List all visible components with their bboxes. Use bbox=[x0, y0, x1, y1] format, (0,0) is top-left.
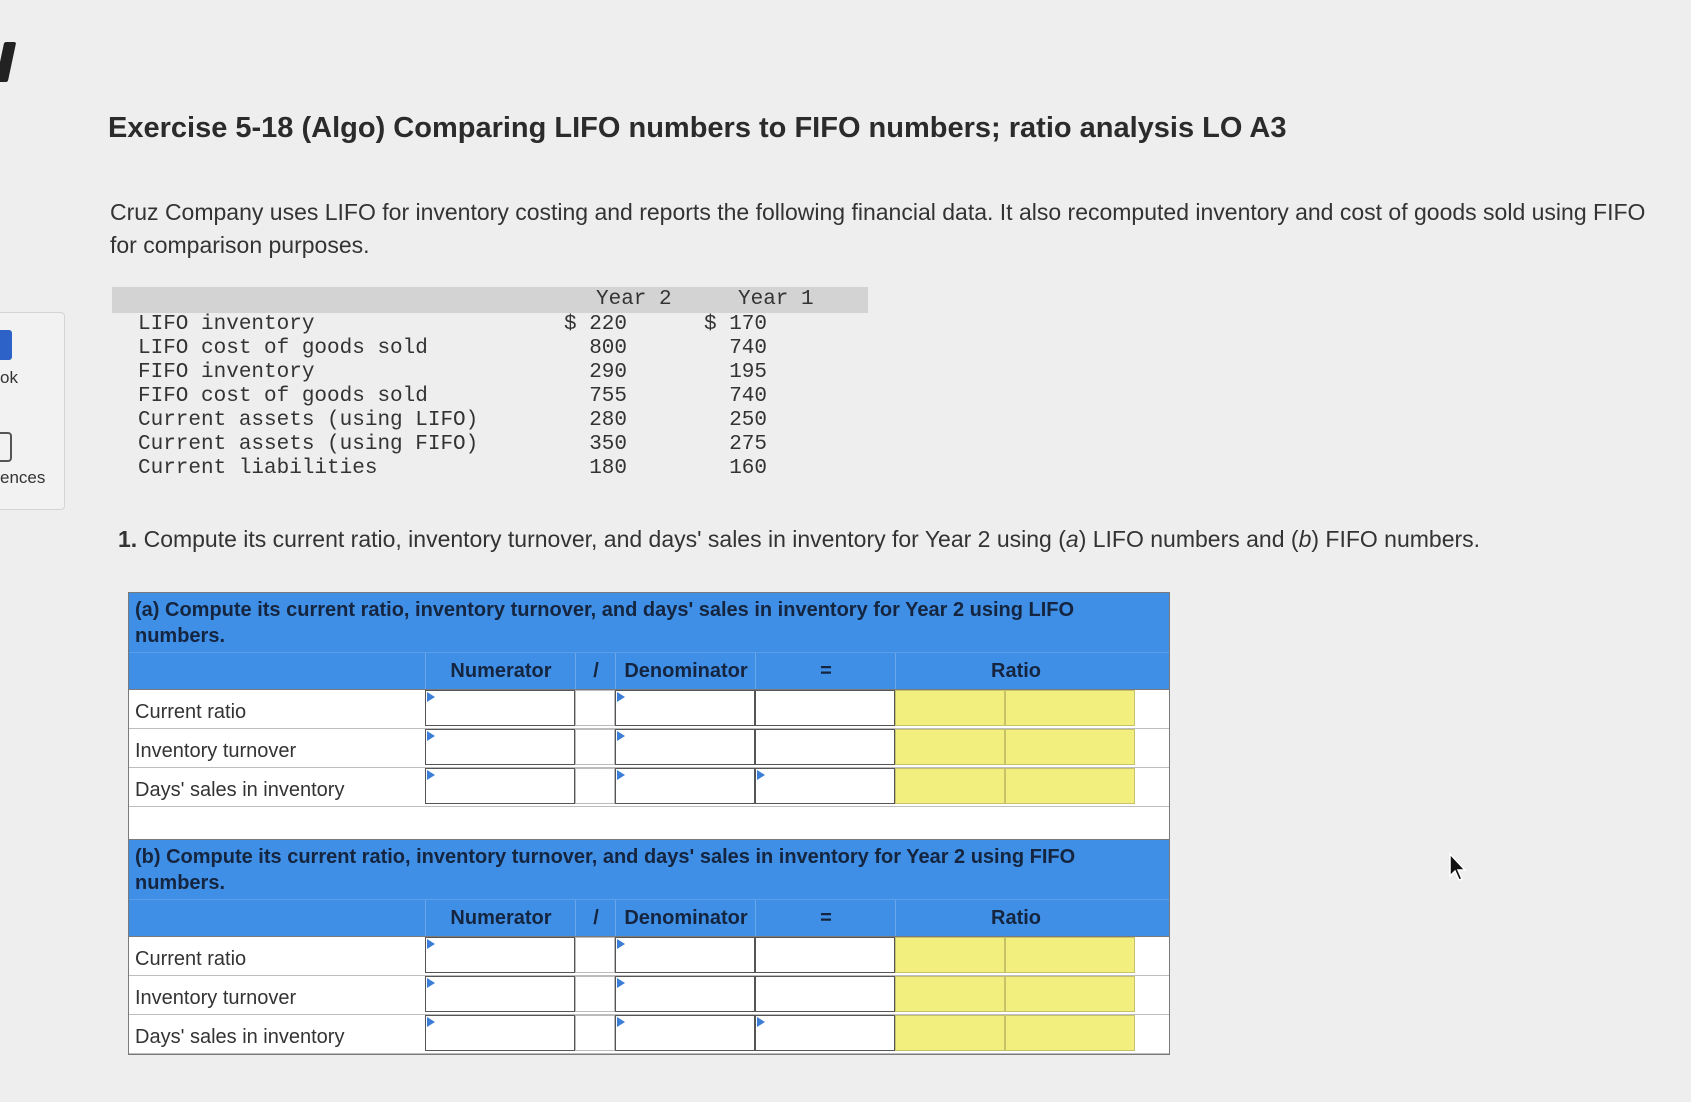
part-a-numerator-input[interactable] bbox=[425, 690, 575, 726]
col-equals: = bbox=[755, 653, 896, 689]
part-a-divide-cell bbox=[575, 768, 615, 804]
part-a-column-headers bbox=[129, 653, 1169, 690]
ratio-row bbox=[129, 937, 1169, 976]
value-year-2: 180 bbox=[589, 457, 627, 480]
financial-row-label: FIFO cost of goods sold bbox=[138, 385, 428, 408]
part-b-divide-cell bbox=[575, 1015, 615, 1051]
col-numerator: Numerator bbox=[425, 900, 576, 936]
part-a-divide-cell bbox=[575, 729, 615, 765]
financial-row-label: LIFO inventory bbox=[138, 313, 315, 336]
col-divide: / bbox=[575, 653, 616, 689]
part-a-equals-cell[interactable] bbox=[755, 690, 895, 726]
value-year-2: 290 bbox=[589, 361, 627, 384]
col-numerator: Numerator bbox=[425, 653, 576, 689]
value-year-1: 160 bbox=[729, 457, 767, 480]
ratio-row-label: Inventory turnover bbox=[135, 740, 297, 762]
ratio-row-label: Current ratio bbox=[135, 701, 247, 723]
part-a-equals-cell[interactable] bbox=[755, 729, 895, 765]
section-spacer bbox=[129, 807, 1169, 840]
value-year-2: 755 bbox=[589, 385, 627, 408]
financial-row-label: Current assets (using LIFO) bbox=[138, 409, 479, 432]
part-b-ratio-unit-input[interactable] bbox=[1005, 1015, 1135, 1051]
part-a-ratio-unit-input[interactable] bbox=[1005, 690, 1135, 726]
ratio-row bbox=[129, 1015, 1169, 1054]
part-a-denominator-input[interactable] bbox=[615, 768, 755, 804]
part-a-ratio-value-input[interactable] bbox=[895, 690, 1005, 726]
col-equals: = bbox=[755, 900, 896, 936]
part-b-rows bbox=[129, 937, 1169, 1054]
sidebar-marker bbox=[0, 42, 16, 82]
part-b-denominator-input[interactable] bbox=[615, 937, 755, 973]
references-icon[interactable] bbox=[0, 432, 12, 462]
part-a-ratio-value-input[interactable] bbox=[895, 729, 1005, 765]
part-b-column-headers bbox=[129, 900, 1169, 937]
dropdown-marker-icon bbox=[617, 770, 625, 780]
col-divide: / bbox=[575, 900, 616, 936]
col-ratio: Ratio bbox=[895, 900, 1136, 936]
part-b-equals-cell[interactable] bbox=[755, 976, 895, 1012]
part-b-divide-cell bbox=[575, 976, 615, 1012]
financial-row-label: Current assets (using FIFO) bbox=[138, 433, 479, 456]
part-b-equals-cell[interactable] bbox=[755, 1015, 895, 1051]
part-b-ratio-value-input[interactable] bbox=[895, 937, 1005, 973]
value-year-1: 740 bbox=[729, 337, 767, 360]
dropdown-marker-icon bbox=[427, 770, 435, 780]
part-b-numerator-input[interactable] bbox=[425, 937, 575, 973]
dropdown-marker-icon bbox=[427, 978, 435, 988]
part-a-heading: (a) Compute its current ratio, inventory turnover, and days' sales in inventory for Year 2 using LIFO numbers. bbox=[129, 593, 1169, 653]
value-year-2: 350 bbox=[589, 433, 627, 456]
ratio-row-label: Days' sales in inventory bbox=[135, 779, 345, 801]
dropdown-marker-icon bbox=[427, 939, 435, 949]
value-year-2: $ 220 bbox=[563, 313, 627, 336]
ratio-row bbox=[129, 690, 1169, 729]
question-1 bbox=[118, 526, 1480, 553]
ratio-row bbox=[129, 729, 1169, 768]
part-b-numerator-input[interactable] bbox=[425, 976, 575, 1012]
ratio-row-label: Inventory turnover bbox=[135, 987, 297, 1009]
sidebar-item-ebook[interactable]: ok bbox=[0, 368, 18, 387]
col-ratio: Ratio bbox=[895, 653, 1136, 689]
dropdown-marker-icon bbox=[617, 1017, 625, 1027]
ratio-row bbox=[129, 768, 1169, 807]
part-b-ratio-value-input[interactable] bbox=[895, 976, 1005, 1012]
part-a-divide-cell bbox=[575, 690, 615, 726]
value-year-2: 280 bbox=[589, 409, 627, 432]
part-a-numerator-input[interactable] bbox=[425, 729, 575, 765]
part-a-ratio-unit-input[interactable] bbox=[1005, 768, 1135, 804]
dropdown-marker-icon bbox=[757, 770, 765, 780]
problem-intro: Cruz Company uses LIFO for inventory costing and reports the following financial data. It also recomputed inventory and cost of goods sold using FIFO for comparison purposes. bbox=[110, 199, 1646, 258]
part-b-equals-cell[interactable] bbox=[755, 937, 895, 973]
part-b-denominator-input[interactable] bbox=[615, 1015, 755, 1051]
dropdown-marker-icon bbox=[757, 1017, 765, 1027]
question-part-b-letter: b bbox=[1298, 526, 1312, 552]
part-b-ratio-unit-input[interactable] bbox=[1005, 976, 1135, 1012]
part-b-divide-cell bbox=[575, 937, 615, 973]
sidebar bbox=[0, 0, 64, 1102]
part-b-ratio-value-input[interactable] bbox=[895, 1015, 1005, 1051]
book-icon[interactable] bbox=[0, 330, 12, 360]
answer-table bbox=[128, 592, 1170, 1055]
question-number: 1. bbox=[118, 526, 138, 552]
part-a-ratio-unit-input[interactable] bbox=[1005, 729, 1135, 765]
question-text-1: Compute its current ratio, inventory turnover, and days' sales in inventory for Year 2 using ( bbox=[143, 526, 1066, 552]
exercise-title: Exercise 5-18 (Algo) Comparing LIFO numbers to FIFO numbers; ratio analysis LO A3 bbox=[108, 112, 1287, 144]
part-a-equals-cell[interactable] bbox=[755, 768, 895, 804]
part-a-denominator-input[interactable] bbox=[615, 729, 755, 765]
question-part-a-letter: a bbox=[1065, 526, 1079, 552]
ratio-row bbox=[129, 976, 1169, 1015]
part-a-ratio-value-input[interactable] bbox=[895, 768, 1005, 804]
ratio-row-label: Days' sales in inventory bbox=[135, 1026, 345, 1048]
value-year-2: 800 bbox=[589, 337, 627, 360]
dropdown-marker-icon bbox=[617, 978, 625, 988]
dropdown-marker-icon bbox=[617, 692, 625, 702]
header-year-2: Year 2 bbox=[596, 288, 672, 311]
col-denominator: Denominator bbox=[615, 653, 756, 689]
part-a-denominator-input[interactable] bbox=[615, 690, 755, 726]
question-text-2: ) LIFO numbers and ( bbox=[1078, 526, 1299, 552]
financial-table-header bbox=[112, 287, 868, 313]
value-year-1: 740 bbox=[729, 385, 767, 408]
value-year-1: 250 bbox=[729, 409, 767, 432]
dropdown-marker-icon bbox=[617, 939, 625, 949]
value-year-1: $ 170 bbox=[703, 313, 767, 336]
financial-row-label: FIFO inventory bbox=[138, 361, 315, 384]
value-year-1: 275 bbox=[729, 433, 767, 456]
part-b-numerator-input[interactable] bbox=[425, 1015, 575, 1051]
part-b-ratio-unit-input[interactable] bbox=[1005, 937, 1135, 973]
financial-row-label: Current liabilities bbox=[138, 457, 378, 480]
financial-row-label: LIFO cost of goods sold bbox=[138, 337, 428, 360]
question-text-3: ) FIFO numbers. bbox=[1311, 526, 1481, 552]
col-denominator: Denominator bbox=[615, 900, 756, 936]
dropdown-marker-icon bbox=[427, 692, 435, 702]
dropdown-marker-icon bbox=[427, 1017, 435, 1027]
part-b-heading: (b) Compute its current ratio, inventory turnover, and days' sales in inventory for Year 2 using FIFO numbers. bbox=[129, 840, 1169, 900]
part-a-numerator-input[interactable] bbox=[425, 768, 575, 804]
mouse-cursor-icon bbox=[1448, 852, 1470, 882]
header-year-1: Year 1 bbox=[738, 288, 814, 311]
ratio-row-label: Current ratio bbox=[135, 948, 247, 970]
value-year-1: 195 bbox=[729, 361, 767, 384]
dropdown-marker-icon bbox=[617, 731, 625, 741]
dropdown-marker-icon bbox=[427, 731, 435, 741]
part-b-denominator-input[interactable] bbox=[615, 976, 755, 1012]
part-a-rows bbox=[129, 690, 1169, 807]
sidebar-item-references[interactable]: ences bbox=[0, 468, 46, 487]
